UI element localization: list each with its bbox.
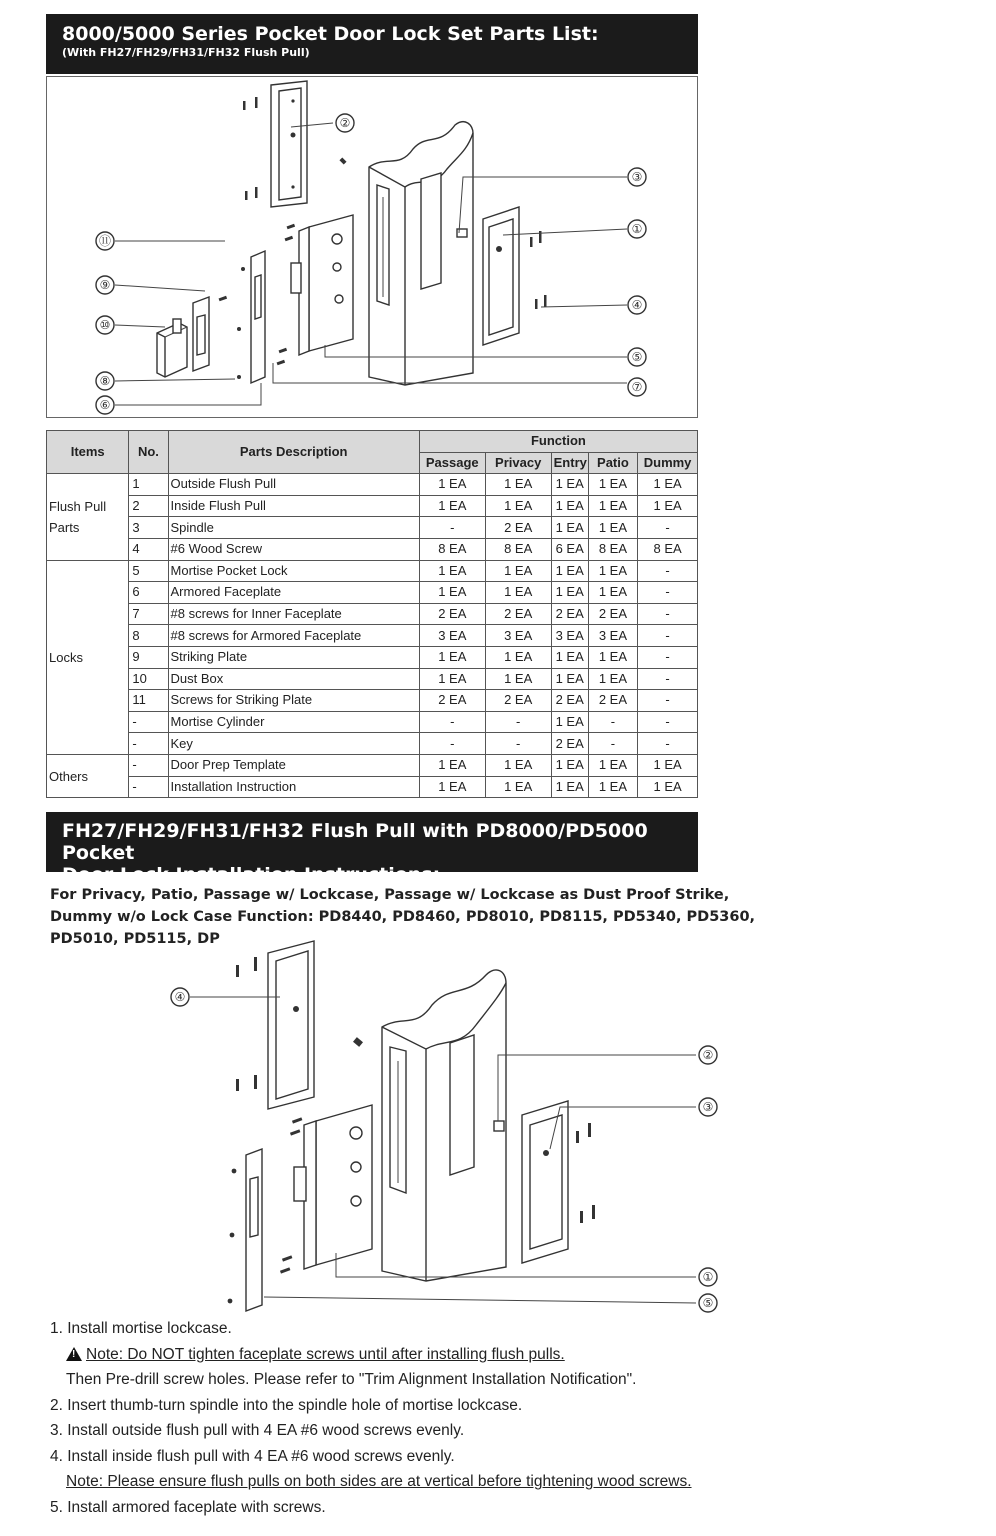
callout-4: ④ [631, 298, 643, 312]
part-number: 2 [129, 495, 168, 517]
function-qty: - [638, 603, 698, 625]
callout-3: ③ [631, 170, 643, 184]
install-inside-flush-pull-drawing [268, 941, 314, 1109]
functions-line-1: For Privacy, Patio, Passage w/ Lockcase, Passage w/ Lockcase as Dust Proof Strike, [50, 887, 730, 903]
function-qty: 3 EA [551, 625, 588, 647]
step-1: 1. Install mortise lockcase. [50, 1320, 232, 1337]
part-number: 6 [129, 582, 168, 604]
callout-5: ⑤ [631, 350, 643, 364]
note-vertical: Note: Please ensure flush pulls on both sides are at vertical before tightening wood screws. [66, 1473, 692, 1490]
function-qty: 1 EA [588, 495, 637, 517]
functions-line-2: Dummy w/o Lock Case Function: PD8440, PD8460, PD8010, PD8115, PD5340, PD5360, [50, 909, 756, 925]
part-description: Armored Faceplate [168, 582, 419, 604]
function-qty: 2 EA [588, 603, 637, 625]
installation-steps [50, 1316, 810, 1520]
header-passage: Passage [419, 452, 485, 474]
parts-list-title: 8000/5000 Series Pocket Door Lock Set Parts List: [62, 23, 599, 45]
callout-8: ⑧ [99, 374, 111, 388]
function-qty: 2 EA [551, 603, 588, 625]
part-number: 10 [129, 668, 168, 690]
install-callout-5: ⑤ [702, 1296, 714, 1310]
header-function: Function [419, 431, 697, 453]
function-qty: 1 EA [638, 776, 698, 798]
function-qty: 1 EA [551, 711, 588, 733]
function-qty: 1 EA [551, 517, 588, 539]
header-no: No. [129, 431, 168, 474]
table-row [47, 538, 698, 560]
function-qty: - [588, 733, 637, 755]
part-number: 9 [129, 646, 168, 668]
function-qty: 1 EA [551, 474, 588, 496]
installation-title-line1: FH27/FH29/FH31/FH32 Flush Pull with PD8000/PD5000 Pocket [62, 820, 648, 864]
install-door-drawing [382, 970, 506, 1281]
step-2: 2. Insert thumb-turn spindle into the spindle hole of mortise lockcase. [50, 1396, 523, 1414]
header-items: Items [47, 431, 129, 474]
function-qty: 3 EA [588, 625, 637, 647]
function-qty: 2 EA [419, 603, 485, 625]
function-qty: 1 EA [588, 668, 637, 690]
function-qty: 1 EA [588, 754, 637, 776]
function-qty: - [419, 517, 485, 539]
installation-title-line2: Door Lock Installation Instructions: [62, 864, 441, 886]
inside-flush-pull-drawing [271, 81, 307, 207]
function-qty: 1 EA [419, 646, 485, 668]
mortise-lock-drawing [291, 215, 353, 355]
part-description: Installation Instruction [168, 776, 419, 798]
part-number: 11 [129, 690, 168, 712]
install-callout-3: ③ [702, 1100, 714, 1114]
door-drawing [369, 122, 473, 385]
group-locks: Locks [47, 560, 129, 754]
function-qty: - [419, 733, 485, 755]
function-qty: 1 EA [588, 560, 637, 582]
callout-2: ② [339, 116, 351, 130]
function-qty: 1 EA [419, 560, 485, 582]
part-description: #8 screws for Inner Faceplate [168, 603, 419, 625]
function-qty: 1 EA [485, 668, 551, 690]
function-qty: 2 EA [551, 690, 588, 712]
function-qty: - [638, 668, 698, 690]
function-qty: 1 EA [551, 560, 588, 582]
function-qty: 1 EA [485, 560, 551, 582]
function-qty: 1 EA [638, 474, 698, 496]
group-others: Others [47, 754, 129, 797]
callout-7: ⑦ [631, 380, 643, 394]
installation-diagram [160, 935, 760, 1315]
header-patio: Patio [588, 452, 637, 474]
warning-note: Note: Do NOT tighten faceplate screws until after installing flush pulls. [86, 1345, 565, 1363]
function-qty: - [638, 646, 698, 668]
function-qty: 8 EA [485, 538, 551, 560]
callout-10: ⑩ [99, 318, 111, 332]
group-flush_pull: Flush Pull Parts [47, 474, 129, 560]
dust-box-drawing [157, 319, 187, 377]
table-row [47, 711, 698, 733]
part-description: Inside Flush Pull [168, 495, 419, 517]
callout-9: ⑨ [99, 278, 111, 292]
part-description: Mortise Cylinder [168, 711, 419, 733]
table-row [47, 776, 698, 798]
part-number: 5 [129, 560, 168, 582]
function-qty: - [588, 711, 637, 733]
callout-11: ⑪ [98, 234, 112, 248]
part-description: #6 Wood Screw [168, 538, 419, 560]
table-row [47, 603, 698, 625]
function-qty: - [638, 711, 698, 733]
table-row [47, 560, 698, 582]
function-qty: 1 EA [419, 495, 485, 517]
striking-plate-drawing [193, 297, 209, 371]
function-qty: 1 EA [551, 754, 588, 776]
part-description: Striking Plate [168, 646, 419, 668]
function-qty: 1 EA [588, 474, 637, 496]
function-qty: 2 EA [485, 690, 551, 712]
function-qty: 1 EA [551, 776, 588, 798]
function-qty: 6 EA [551, 538, 588, 560]
parts-list-subtitle: (With FH27/FH29/FH31/FH32 Flush Pull) [62, 46, 310, 59]
function-qty: 8 EA [419, 538, 485, 560]
install-callout-1: ① [702, 1270, 714, 1284]
function-qty: - [638, 517, 698, 539]
table-row [47, 754, 698, 776]
function-qty: 1 EA [485, 754, 551, 776]
part-description: Dust Box [168, 668, 419, 690]
function-qty: 8 EA [638, 538, 698, 560]
part-number: - [129, 711, 168, 733]
function-qty: 1 EA [419, 474, 485, 496]
callout-1: ① [631, 222, 643, 236]
function-qty: - [638, 625, 698, 647]
part-number: - [129, 733, 168, 755]
function-qty: 1 EA [588, 776, 637, 798]
function-qty: 1 EA [419, 668, 485, 690]
function-qty: 1 EA [551, 646, 588, 668]
part-description: Spindle [168, 517, 419, 539]
part-description: Outside Flush Pull [168, 474, 419, 496]
function-qty: 1 EA [551, 668, 588, 690]
warning-icon [66, 1347, 82, 1361]
armored-faceplate-drawing [251, 251, 265, 383]
function-qty: 1 EA [551, 495, 588, 517]
function-qty: - [485, 711, 551, 733]
table-row [47, 582, 698, 604]
function-qty: 1 EA [485, 776, 551, 798]
function-qty: 1 EA [485, 474, 551, 496]
parts-list-banner [46, 14, 698, 74]
function-qty: 2 EA [485, 517, 551, 539]
table-row [47, 625, 698, 647]
install-mortise-lock-drawing [316, 1105, 372, 1265]
function-qty: - [485, 733, 551, 755]
part-number: 4 [129, 538, 168, 560]
function-qty: 8 EA [588, 538, 637, 560]
function-qty: 1 EA [485, 495, 551, 517]
part-number: 1 [129, 474, 168, 496]
function-qty: - [638, 733, 698, 755]
part-number: 3 [129, 517, 168, 539]
table-row [47, 474, 698, 496]
step-4: 4. Install inside flush pull with 4 EA #6 wood screws evenly. [50, 1447, 455, 1465]
step-3: 3. Install outside flush pull with 4 EA #6 wood screws evenly. [50, 1422, 465, 1439]
header-description: Parts Description [168, 431, 419, 474]
parts-table [46, 430, 698, 798]
parts-exploded-diagram [46, 76, 698, 418]
part-description: Door Prep Template [168, 754, 419, 776]
table-row [47, 495, 698, 517]
part-number: 8 [129, 625, 168, 647]
function-qty: 1 EA [588, 517, 637, 539]
function-qty: 1 EA [419, 776, 485, 798]
functions-line-3: PD5010, PD5115, DP [50, 931, 220, 947]
table-row [47, 646, 698, 668]
function-qty: 1 EA [588, 646, 637, 668]
header-entry: Entry [551, 452, 588, 474]
header-dummy: Dummy [638, 452, 698, 474]
function-qty: 1 EA [419, 582, 485, 604]
warning-line [50, 1342, 810, 1368]
function-qty: 1 EA [485, 582, 551, 604]
header-privacy: Privacy [485, 452, 551, 474]
function-qty: 1 EA [485, 646, 551, 668]
step-5: 5. Install armored faceplate with screws. [50, 1498, 326, 1516]
part-description: Mortise Pocket Lock [168, 560, 419, 582]
table-row [47, 668, 698, 690]
function-qty: - [419, 711, 485, 733]
function-qty: 1 EA [638, 754, 698, 776]
part-number: - [129, 776, 168, 798]
function-qty: 1 EA [419, 754, 485, 776]
function-qty: - [638, 560, 698, 582]
function-qty: 2 EA [551, 733, 588, 755]
install-armored-faceplate-drawing [246, 1149, 262, 1311]
install-callout-2: ② [702, 1048, 714, 1062]
function-qty: 1 EA [638, 495, 698, 517]
table-row [47, 517, 698, 539]
function-qty: 2 EA [419, 690, 485, 712]
function-qty: 3 EA [419, 625, 485, 647]
part-number: 7 [129, 603, 168, 625]
function-qty: 1 EA [551, 582, 588, 604]
table-row [47, 690, 698, 712]
callout-6: ⑥ [99, 398, 111, 412]
function-qty: - [638, 690, 698, 712]
part-description: Screws for Striking Plate [168, 690, 419, 712]
part-number: - [129, 754, 168, 776]
function-qty: 1 EA [588, 582, 637, 604]
predrill-line: Then Pre-drill screw holes. Please refer to "Trim Alignment Installation Notification". [66, 1371, 637, 1388]
function-qty: 3 EA [485, 625, 551, 647]
table-row [47, 733, 698, 755]
function-qty: 2 EA [588, 690, 637, 712]
installation-banner [46, 812, 698, 886]
part-description: Key [168, 733, 419, 755]
install-callout-4: ④ [174, 990, 186, 1004]
outside-flush-pull-drawing [483, 207, 519, 345]
function-qty: - [638, 582, 698, 604]
part-description: #8 screws for Armored Faceplate [168, 625, 419, 647]
function-qty: 2 EA [485, 603, 551, 625]
